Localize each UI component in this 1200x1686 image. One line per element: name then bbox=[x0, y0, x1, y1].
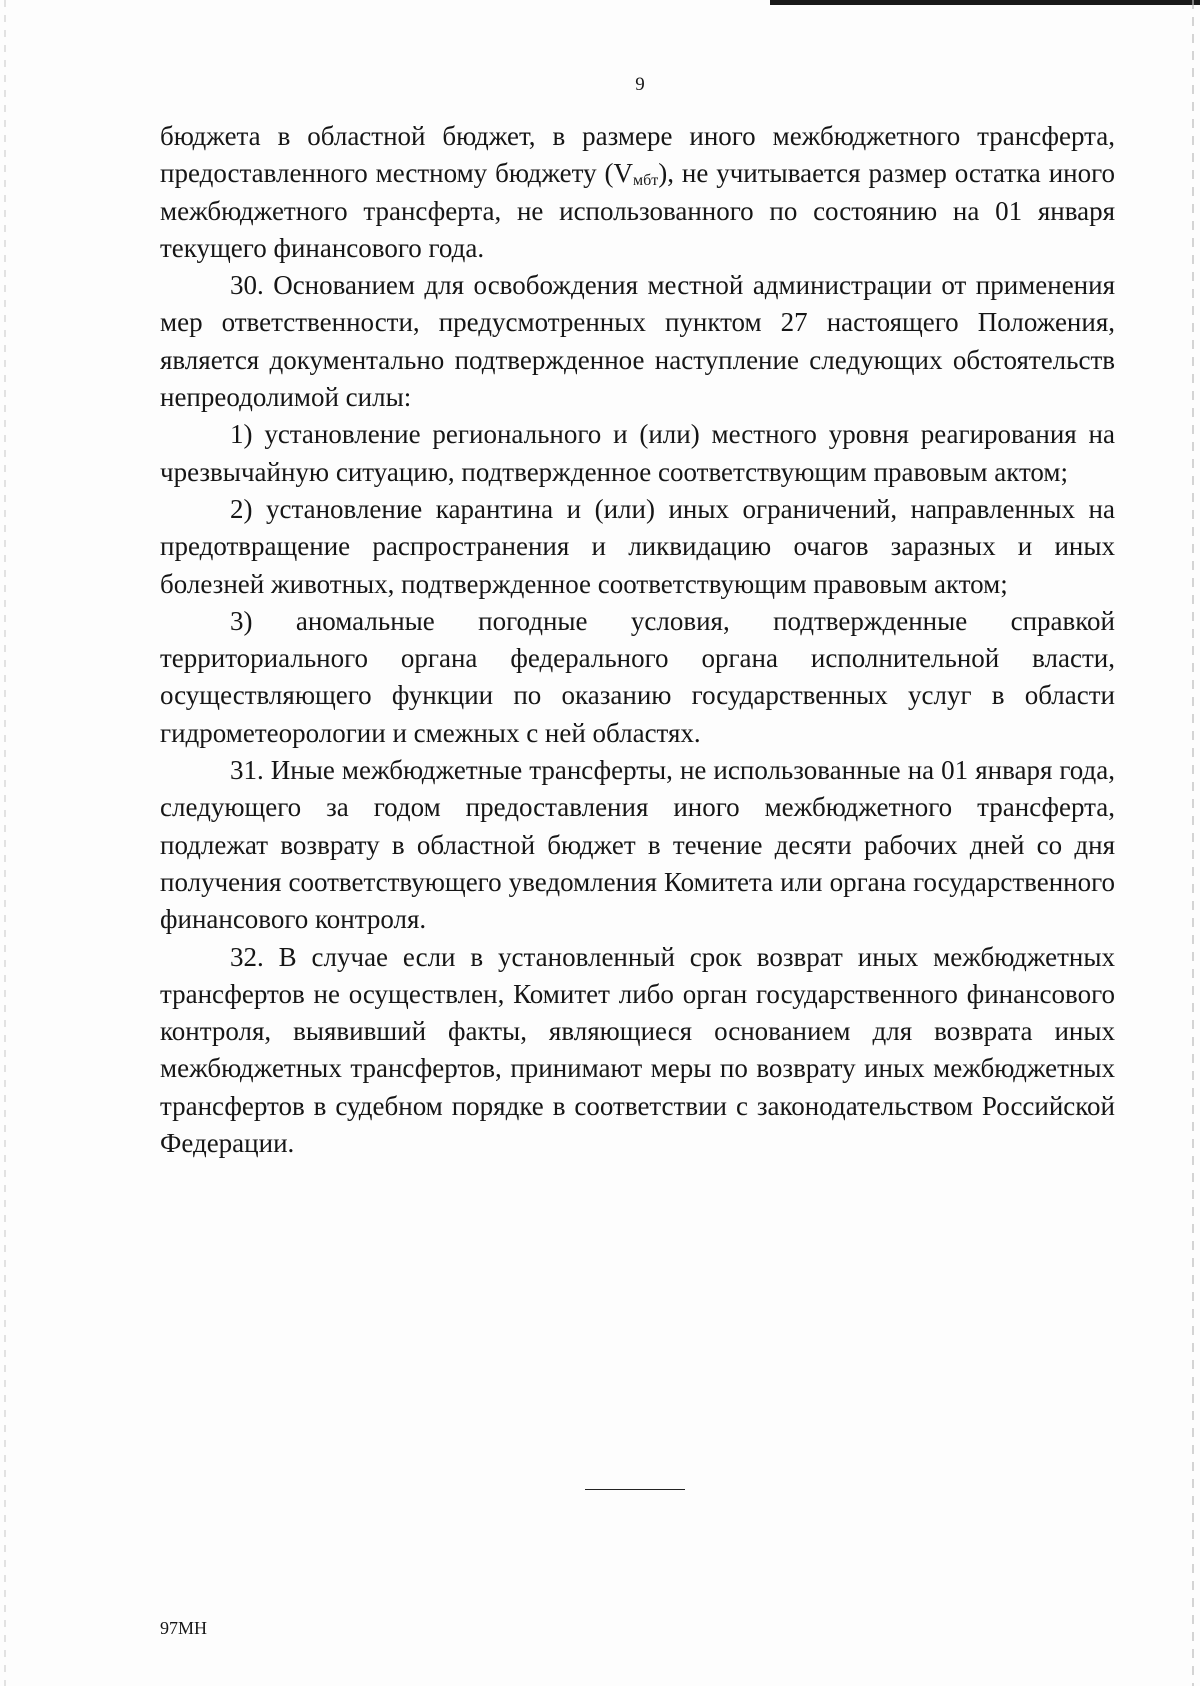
paragraph-continuation bbox=[160, 118, 1115, 267]
paragraph-continuation-text-a: бюджета в областной бюджет, в размере иного межбюджетного трансферта, предоставленного местному бюджету (V bbox=[160, 121, 1115, 189]
end-of-document-line bbox=[585, 1489, 685, 1490]
document-body bbox=[160, 118, 1115, 1162]
paragraph-30-item-1: 1) установление регионального и (или) местного уровня реагирования на чрезвычайную ситуацию, подтвержденное соответствующим правовым актом; bbox=[160, 419, 1115, 487]
paragraph-30-item-3: 3) аномальные погодные условия, подтвержденные справкой территориального органа федерального органа исполнительной власти, осуществляющего функции по оказанию государственных услуг в области гидрометеорологии и смежных с ней областях. bbox=[160, 605, 1115, 748]
paragraph-continuation-text-b: ), не учитывается размер остатка иного межбюджетного трансферта, не использованного по состоянию на 01 января текущего финансового года. bbox=[160, 158, 1115, 263]
paragraph-30-item-2: 2) установление карантина и (или) иных ограничений, направленных на предотвращение распространения и ликвидацию очагов заразных и иных болезней животных, подтвержденное соответствующим правовым актом; bbox=[160, 493, 1115, 599]
scan-edge-top bbox=[770, 0, 1200, 5]
paragraph-30: 30. Основанием для освобождения местной администрации от применения мер ответственности, предусмотренных пунктом 27 настоящего Положения, является документально подтвержденное наступление следующих обстоятельств непреодолимой силы: bbox=[160, 270, 1115, 413]
subscript-mbt: мбт bbox=[632, 172, 659, 190]
scan-edge-right bbox=[1192, 0, 1194, 1686]
page-number: 9 bbox=[635, 74, 645, 95]
paragraph-32: 32. В случае если в установленный срок возврат иных межбюджетных трансфертов не осуществлен, Комитет либо орган государственного финансового контроля, выявивший факты, являющиеся основанием для возврата иных межбюджетных трансфертов, принимают меры по возврату иных межбюджетных трансфертов в судебном порядке в соответствии с законодательством Российской Федерации. bbox=[160, 941, 1115, 1159]
footer-document-code: 97МН bbox=[160, 1618, 208, 1638]
scan-edge-left bbox=[4, 0, 6, 1686]
paragraph-31: 31. Иные межбюджетные трансферты, не использованные на 01 января года, следующего за годом предоставления иного межбюджетного трансферта, подлежат возврату в областной бюджет в течение десяти рабочих дней со дня получения соответствующего уведомления Комитета или органа государственного финансового контроля. bbox=[160, 755, 1115, 935]
